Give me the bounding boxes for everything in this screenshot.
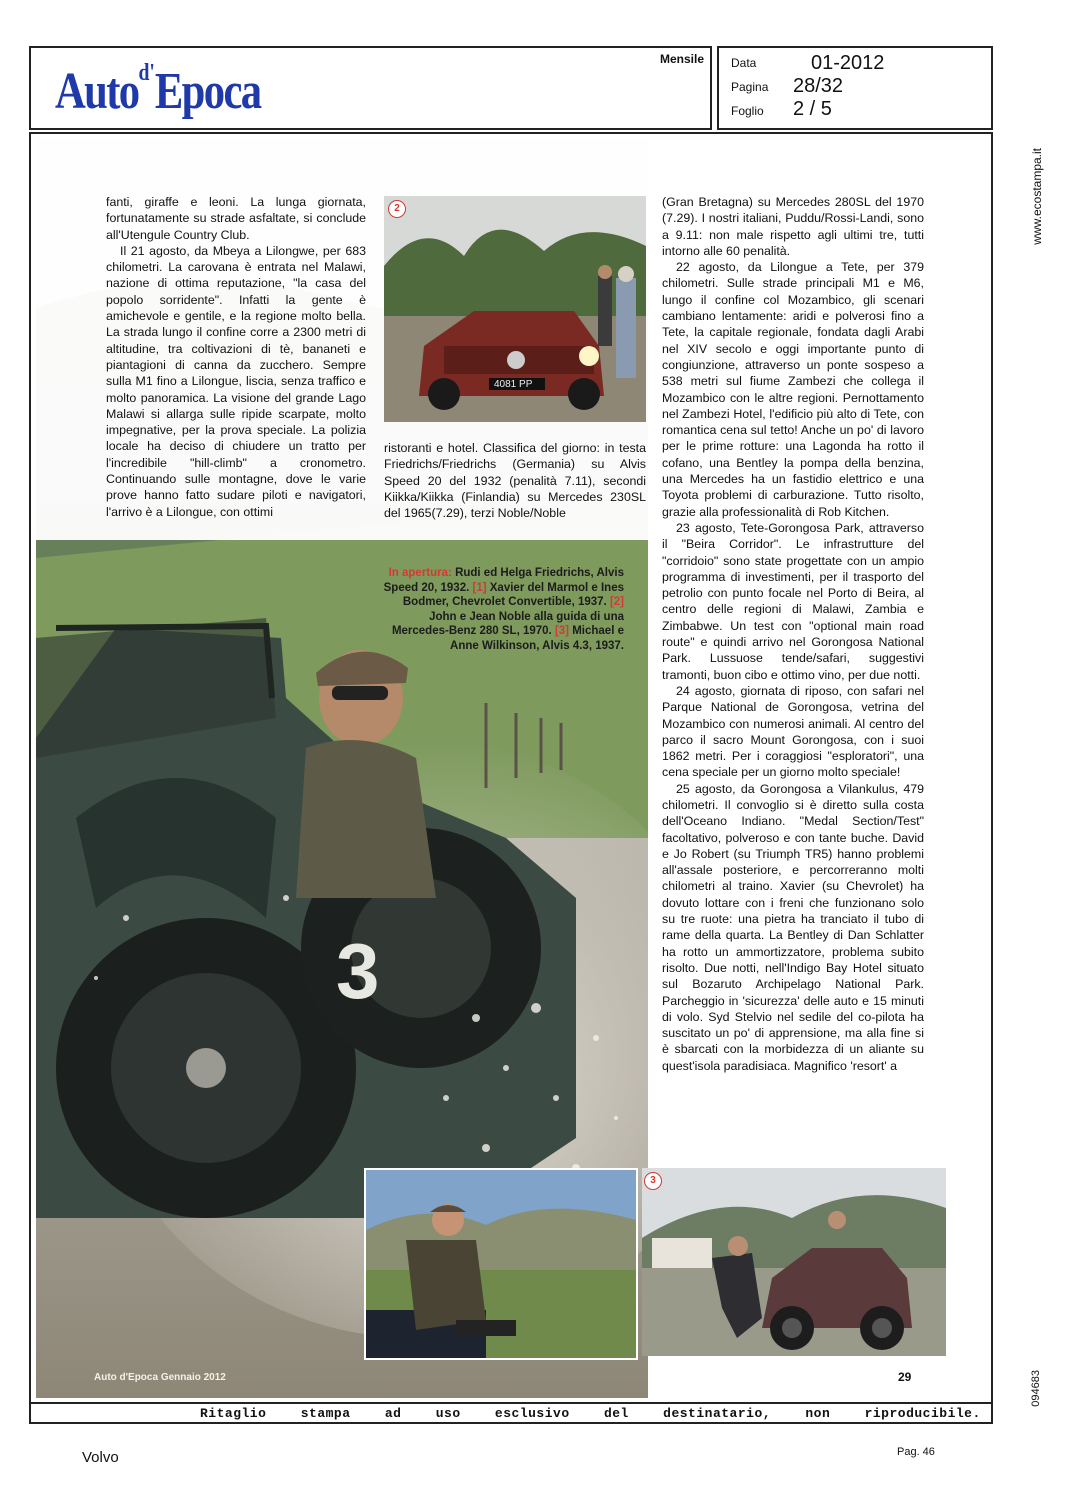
magazine-footer: Auto d'Epoca Gennaio 2012 bbox=[94, 1372, 226, 1383]
frequency-label: Mensile bbox=[659, 52, 704, 66]
magazine-logo: Auto$^{d'}$Epoca bbox=[55, 60, 261, 120]
photo-alvis bbox=[642, 1168, 946, 1356]
photo-caption: In apertura: Rudi ed Helga Friedrichs, Alvis Speed 20, 1932. [1] Xavier del Marmol e Ines Bodmer, Chevrolet Convertible, 1937. [2] John e Jean Noble alla guida di una Mercedes-Benz 280 SL, 1970. [3] Michael e Anne Wilkinson, Alvis 4.3, 1937. bbox=[383, 567, 624, 652]
data-value: 01-2012 bbox=[811, 52, 885, 74]
photo-marker-2: 2 bbox=[388, 200, 406, 218]
paragraph: 23 agosto, Tete-Gorongosa Park, attraverso il "Beira Corridor". Le infrastrutture del "corridoio" sono state progettate con un ampio programma di investimenti, per il trasporto del petrolio con punto focale nel Porto di Beira, al centro delle regioni di Malawi, Zambia e Zimbabwe. Un test con "optional main road route" e quindi arrivo nel Gorongosa National Park. Lussuose tende/safari, suggestivi tramonti, buon cibo e ottimo vino, per due notti. bbox=[662, 520, 924, 682]
photo-driver-seated bbox=[364, 1168, 638, 1360]
pagina-value: 28/32 bbox=[793, 75, 844, 97]
paragraph: (Gran Bretagna) su Mercedes 280SL del 1970 (7.29). I nostri italiani, Puddu/Rossi-Landi, sono a 9.11: non male rispetto agli ultimi tre, tutti intorno alle 60 penalità. bbox=[662, 195, 924, 258]
article-column-1 bbox=[106, 194, 366, 520]
photo-marker-3: 3 bbox=[644, 1172, 662, 1190]
paragraph: 22 agosto, da Lilongue a Tete, per 379 chilometri. Sulle strade principali M1 e M6, lungo il confine col Mozambico, gli scenari cambiano lentamente: aridi e polverosi fino a Tete, la capitale regionale, fondata dagli Arabi nel XIV secolo e oggi importante punto di congiunzione, attraverso un ponte sospeso a 538 metri sul fiume Zambezi che collega il Mozambico con le altre regioni. Pernottamento nel Zambezi Hotel, l'edificio più alto di Tete, con romantica cena sul tetto! Anche un po' di lavoro per le prime rotture: una Lagonda ha rotto il cofano, una Bentley la pompa della benzina, una Mercedes ha un fastidio elettrico e una Toyota problemi di carburazione. Tutto risolto, grazie alla professionalità di Rob Kitchen. bbox=[662, 260, 924, 519]
page-reference: Pag. 46 bbox=[897, 1446, 935, 1458]
copyright-notice: Ritaglio stampa ad uso esclusivo del destinatario, non riproducibile. bbox=[200, 1406, 981, 1421]
paragraph: 25 agosto, da Gorongosa a Vilankulus, 479 chilometri. Il convoglio si è diretto sulla costa dell'Oceano Indiano. "Medal Section/Test" facoltativo, polveroso e con tante buche. David e Jo Robert (su Triumph TR5) hanno problemi all'assale posteriore, e percorreranno molti chilometri al traino. Xavier (su Chevrolet) ha dovuto lottare con i freni che funzionano solo su tre ruote: una pietra ha tranciato il tubo di rame della quarta. La Bentley di Dan Schlatter ha rotto un ammortizzatore, problema subito risolto. Due notti, nell'Indigo Bay Hotel situato sul Bozaruto Archipelago National Park. Parcheggio in 'sicurezza' delle auto e 15 minuti di volo. Syd Stelvio nel sedile del co-pilota ha suscitato un po' di apprensione, ma alla fine si è sbarcati con la morbidezza di un aliante su quest'isola paradisiaca. Magnifico 'resort' a bbox=[662, 781, 924, 1073]
article-column-3 bbox=[662, 194, 924, 1074]
header-masthead-box bbox=[29, 46, 712, 130]
pagina-label: Pagina bbox=[731, 80, 769, 94]
photo-mercedes bbox=[384, 196, 646, 422]
article-page bbox=[36, 138, 948, 1398]
page-number: 29 bbox=[898, 1370, 912, 1384]
code-vertical: 094683 bbox=[1030, 1370, 1042, 1407]
article-column-2 bbox=[384, 440, 646, 521]
data-label: Data bbox=[731, 56, 757, 70]
car-number: 3 bbox=[336, 927, 380, 1015]
header-meta-box bbox=[717, 46, 993, 130]
website-vertical: www.ecostampa.it bbox=[1030, 148, 1044, 245]
paragraph: Il 21 agosto, da Mbeya a Lilongwe, per 683 chilometri. La carovana è entrata nel Malawi, nazione di ottima reputazione, "la casa del popolo sorridente". Infatti la gente è amichevole e gentile, e la regione molto bella. La strada lungo il confine corre a 2300 metri di altitudine, tra coltivazioni di tè, bananeti e piantagioni di canna da zucchero. Sempre sulla M1 fino a Lilongue, liscia, senza traffico e molto panoramica. La visione del grande Lago Malawi si allarga sulle ripide scarpate, molto impegnative, per la prova speciale. La polizia locale ha deciso di chiudere un tratto per l'incredibile "hill-climb" a cronometro. Continuando sulle montagne, dove le varie prove hanno fatto sudare piloti e navigatori, l'arrivo è a Lilongue, con ottimi bbox=[106, 243, 366, 519]
foglio-value: 2 / 5 bbox=[793, 98, 832, 120]
client-name: Volvo bbox=[82, 1449, 119, 1466]
number-plate: 4081 PP bbox=[494, 379, 533, 390]
paragraph: fanti, giraffe e leoni. La lunga giornata, fortunatamente su strade asfaltate, si conclude all'Utengule Country Club. bbox=[106, 195, 366, 242]
clipping-frame-divider bbox=[29, 1402, 993, 1404]
foglio-label: Foglio bbox=[731, 104, 764, 118]
paragraph: ristoranti e hotel. Classifica del giorno: in testa Friedrichs/Friedrichs (Germania) su Alvis Speed 20 del 1932 (penalità 7.11), secondi Kiikka/Kiikka (Finlandia) su Mercedes 230SL del 1965(7.29), terzi Noble/Noble bbox=[384, 441, 646, 521]
paragraph: 24 agosto, giornata di riposo, con safari nel Parque National de Gorongosa, vetrina del Mozambico con numerosi animali. Al centro del parco il sacro Mount Gorongosa, con i suoi 1862 metri. Per i coraggiosi "esploratori", una cena speciale per un giorno molto speciale! bbox=[662, 683, 924, 780]
